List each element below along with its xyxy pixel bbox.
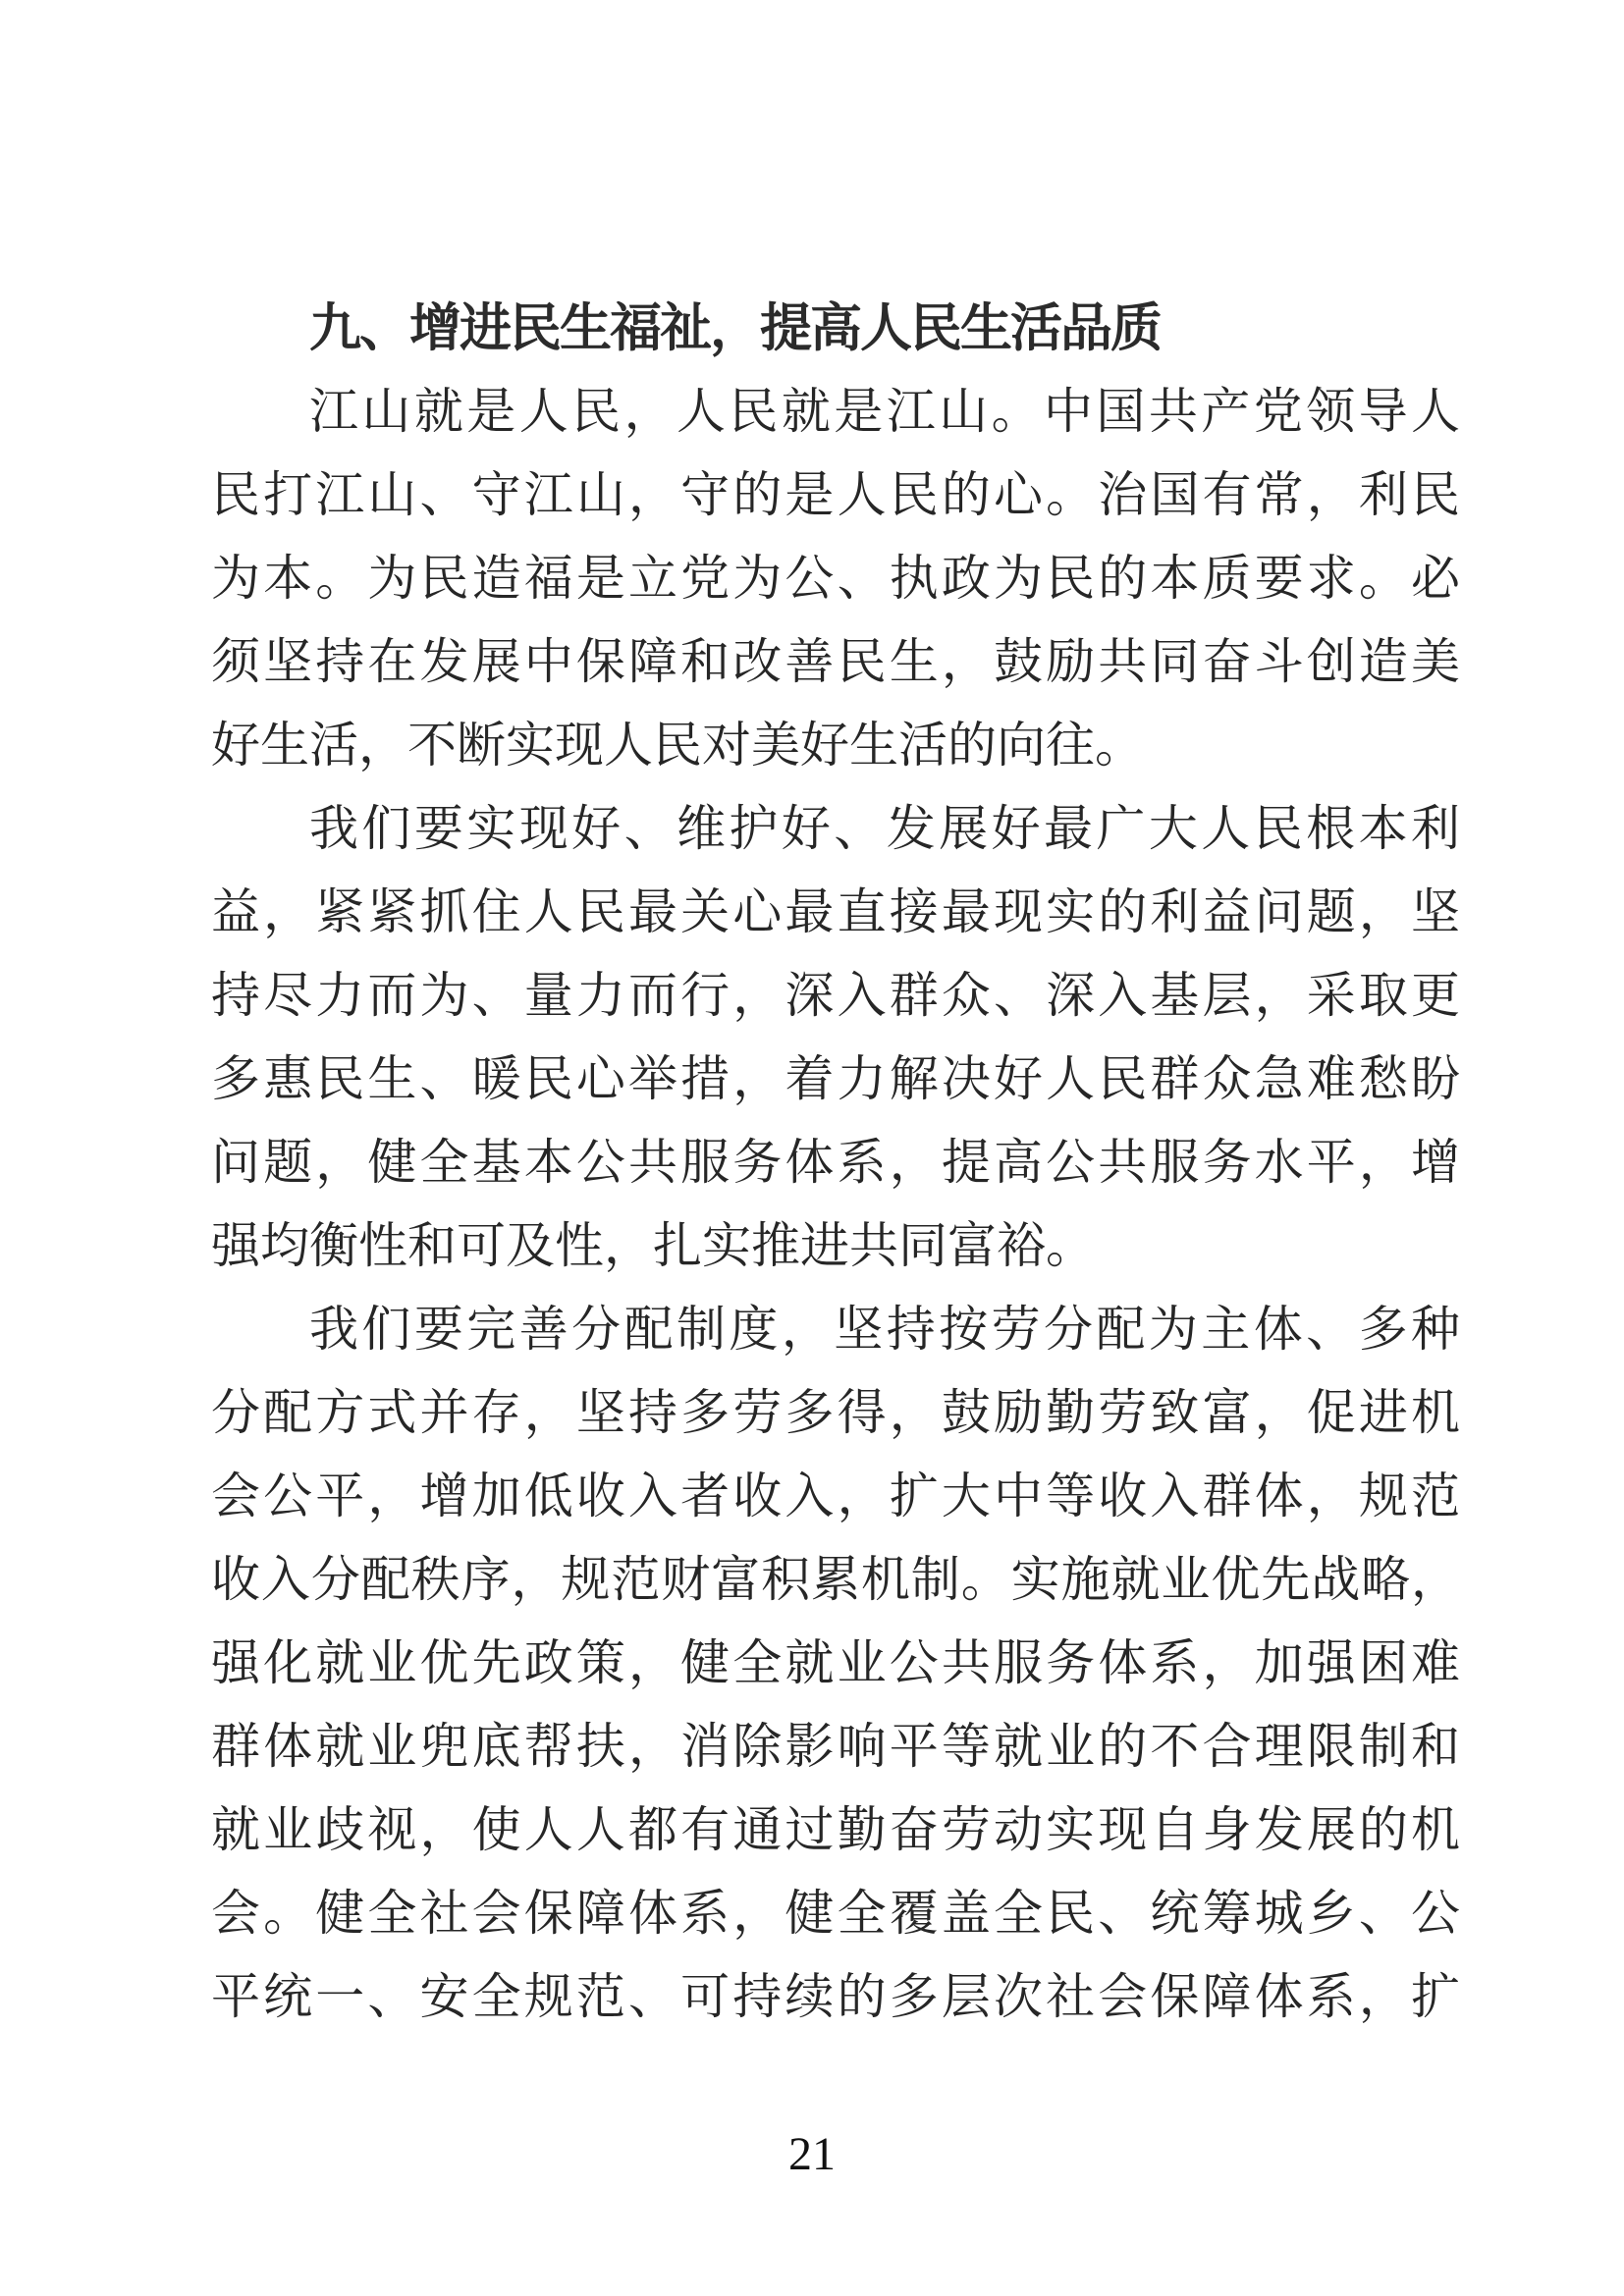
text-line: 我们要实现好、维护好、发展好最广大人民根本利	[309, 801, 1460, 856]
text-line: 平统一、安全规范、可持续的多层次社会保障体系，扩	[211, 1969, 1460, 2024]
text-line: 强均衡性和可及性，扎实推进共同富裕。	[211, 1218, 1095, 1273]
paragraph	[211, 1288, 1460, 2039]
text-line: 持尽力而为、量力而行，深入群众、深入基层，采取更	[211, 968, 1460, 1023]
text-line: 会。健全社会保障体系，健全覆盖全民、统筹城乡、公	[211, 1886, 1460, 1941]
text-line: 民打江山、守江山，守的是人民的心。治国有常，利民	[211, 467, 1460, 522]
document-body	[211, 370, 1460, 2039]
text-line: 须坚持在发展中保障和改善民生，鼓励共同奋斗创造美	[211, 634, 1460, 689]
text-line: 强化就业优先政策，健全就业公共服务体系，加强困难	[211, 1635, 1460, 1690]
paragraph	[211, 787, 1460, 1288]
text-line: 群体就业兜底帮扶，消除影响平等就业的不合理限制和	[211, 1719, 1460, 1774]
text-line: 收入分配秩序，规范财富积累机制。实施就业优先战略，	[211, 1552, 1460, 1607]
text-line: 江山就是人民，人民就是江山。中国共产党领导人	[309, 384, 1460, 439]
text-line: 会公平，增加低收入者收入，扩大中等收入群体，规范	[211, 1468, 1460, 1523]
section-heading: 九、增进民生福祉，提高人民生活品质	[309, 299, 1161, 357]
paragraph	[211, 370, 1460, 787]
text-line: 我们要完善分配制度，坚持按劳分配为主体、多种	[309, 1302, 1460, 1357]
text-line: 好生活，不断实现人民对美好生活的向往。	[211, 718, 1144, 773]
text-line: 分配方式并存，坚持多劳多得，鼓励勤劳致富，促进机	[211, 1385, 1460, 1440]
text-line: 就业歧视，使人人都有通过勤奋劳动实现自身发展的机	[211, 1802, 1460, 1857]
text-line: 问题，健全基本公共服务体系，提高公共服务水平，增	[211, 1135, 1460, 1190]
text-line: 益，紧紧抓住人民最关心最直接最现实的利益问题，坚	[211, 884, 1460, 939]
page-number: 21	[788, 2128, 836, 2180]
text-line: 多惠民生、暖民心举措，着力解决好人民群众急难愁盼	[211, 1051, 1460, 1106]
document-content	[211, 287, 1460, 2039]
text-line: 为本。为民造福是立党为公、执政为民的本质要求。必	[211, 551, 1460, 606]
